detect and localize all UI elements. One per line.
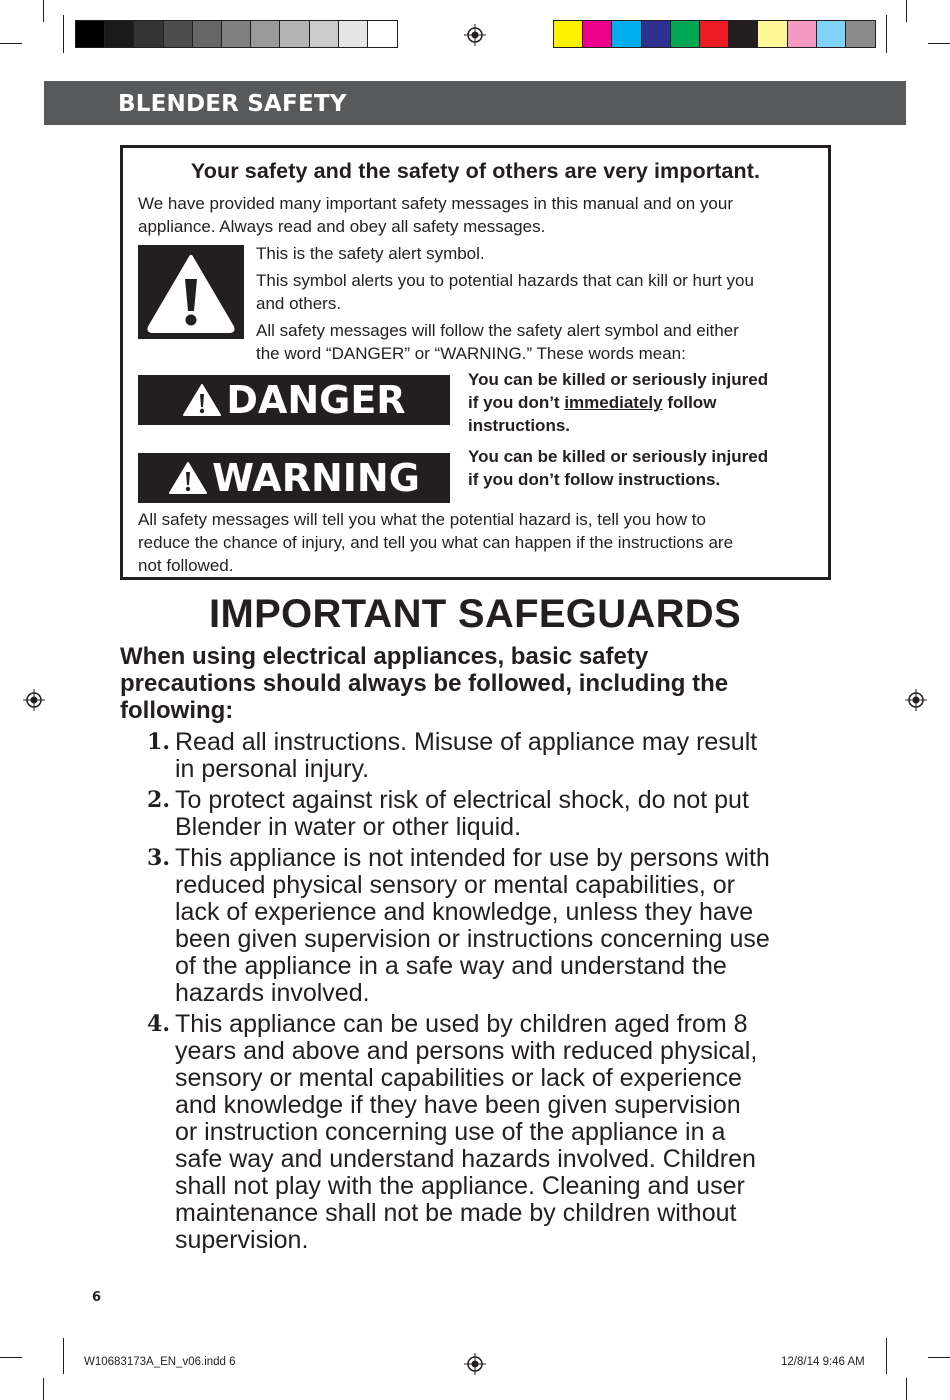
text-line: been given supervision or instructions concerning use [175, 925, 770, 953]
safety-intro [138, 192, 733, 238]
color-swatch [612, 21, 641, 47]
color-swatch [134, 21, 163, 47]
color-swatch [280, 21, 309, 47]
text-line: All safety messages will tell you what the potential hazard is, tell you how to [138, 510, 706, 529]
color-swatch [554, 21, 583, 47]
page-number: 6 [92, 1290, 102, 1305]
crop-mark [928, 43, 950, 44]
safeguard-text [175, 1011, 835, 1254]
text-line: reduced physical sensory or mental capabilities, or [175, 871, 735, 899]
warning-label: WARNING [212, 456, 420, 500]
color-swatch [758, 21, 787, 47]
text-line: All safety messages will follow the safety alert symbol and either [256, 321, 739, 340]
text-line: This appliance is not intended for use by persons with [175, 844, 770, 872]
danger-description [468, 368, 768, 437]
color-swatch [368, 21, 397, 47]
color-swatch [700, 21, 729, 47]
text-line: or instruction concerning use of the appliance in a [175, 1118, 726, 1146]
slug-divider [63, 1338, 64, 1374]
swatch-divider [63, 15, 64, 53]
swatch-divider [886, 15, 887, 53]
text-line: instructions. [468, 416, 571, 435]
section-title: BLENDER SAFETY [118, 91, 347, 117]
color-swatch [105, 21, 134, 47]
color-swatch [193, 21, 222, 47]
color-swatch [817, 21, 846, 47]
text-fragment: follow [662, 393, 717, 412]
safety-closing [138, 508, 733, 577]
text-line: not followed. [138, 556, 234, 575]
text-line: the word “DANGER” or “WARNING.” These words mean: [256, 344, 686, 363]
grayscale-color-bar [75, 20, 398, 48]
text-line: sensory or mental capabilities or lack of experience [175, 1064, 742, 1092]
crop-mark [906, 0, 907, 22]
safety-message-box [120, 145, 831, 580]
text-line: You can be killed or seriously injured [468, 370, 769, 389]
text-line: if you don’t follow instructions. [468, 470, 721, 489]
safeguard-text [175, 729, 835, 783]
text-line: appliance. Always read and obey all safety messages. [138, 217, 546, 236]
crop-mark [43, 0, 44, 22]
text-line: safe way and understand hazards involved. Children [175, 1145, 756, 1173]
safeguards-intro [120, 643, 820, 724]
safeguards-title: IMPORTANT SAFEGUARDS [209, 592, 741, 636]
text-line: To protect against risk of electrical shock, do not put [175, 786, 749, 814]
text-line [468, 391, 768, 414]
warning-signal-word [138, 453, 450, 503]
color-swatch [164, 21, 193, 47]
safeguard-item [120, 1011, 840, 1254]
crop-mark [43, 1378, 44, 1400]
safeguards-list [120, 729, 840, 1258]
crop-mark [0, 43, 22, 44]
safeguard-number: 2. [147, 787, 170, 813]
color-swatch [222, 21, 251, 47]
color-swatch [671, 21, 700, 47]
color-swatch [583, 21, 612, 47]
text-line: reduce the chance of injury, and tell you what can happen if the instructions are [138, 533, 734, 552]
text-line: This is the safety alert symbol. [256, 244, 485, 263]
color-swatch [339, 21, 368, 47]
process-color-bar [553, 20, 876, 48]
safeguard-text [175, 845, 835, 1007]
slug-file-info: W10683173A_EN_v06.indd 6 [84, 1356, 236, 1368]
color-swatch [788, 21, 817, 47]
safeguard-number: 3. [147, 845, 170, 871]
registration-mark-icon [23, 689, 45, 711]
text-line: lack of experience and knowledge, unless they have [175, 898, 754, 926]
text-line: We have provided many important safety messages in this manual and on your [138, 194, 733, 213]
emphasis-immediately: immediately [564, 393, 663, 412]
warning-description [468, 445, 768, 491]
text-line: When using electrical appliances, basic safety [120, 643, 649, 670]
text-fragment: if you don’t [468, 393, 565, 412]
text-line: in personal injury. [175, 755, 370, 783]
text-line: You can be killed or seriously injured [468, 447, 769, 466]
text-line: and others. [256, 294, 342, 313]
danger-signal-word [138, 375, 450, 425]
color-swatch [310, 21, 339, 47]
color-swatch [729, 21, 758, 47]
crop-mark [0, 1357, 22, 1358]
registration-mark-icon [464, 1353, 486, 1375]
color-swatch [76, 21, 105, 47]
safety-alert-symbol-icon [138, 245, 244, 339]
crop-mark [928, 1357, 950, 1358]
slug-divider [886, 1338, 887, 1374]
danger-label: DANGER [226, 378, 406, 422]
slug-date-info: 12/8/14 9:46 AM [781, 1356, 865, 1368]
registration-mark-icon [905, 689, 927, 711]
section-header-band [44, 81, 906, 125]
safety-symbol-explanation [256, 242, 754, 365]
text-line: following: [120, 697, 234, 724]
text-line: years and above and persons with reduced physical, [175, 1037, 758, 1065]
safeguard-number: 4. [147, 1011, 170, 1037]
crop-mark [906, 1378, 907, 1400]
text-line: supervision. [175, 1226, 309, 1254]
text-line: precautions should always be followed, including the [120, 670, 729, 697]
safeguard-item [120, 845, 840, 1007]
color-swatch [251, 21, 280, 47]
text-line: hazards involved. [175, 979, 370, 1007]
color-swatch [846, 21, 875, 47]
warning-triangle-icon [182, 382, 222, 418]
safeguard-item [120, 729, 840, 783]
text-line: This appliance can be used by children aged from 8 [175, 1010, 748, 1038]
warning-triangle-icon [168, 460, 208, 496]
safeguard-number: 1. [147, 729, 170, 755]
color-swatch [642, 21, 671, 47]
safeguard-item [120, 787, 840, 841]
safety-box-title: Your safety and the safety of others are very important. [190, 159, 761, 183]
text-line: This symbol alerts you to potential hazards that can kill or hurt you [256, 271, 754, 290]
text-line: of the appliance in a safe way and understand the [175, 952, 727, 980]
text-line: Read all instructions. Misuse of appliance may result [175, 728, 758, 756]
safeguard-text [175, 787, 835, 841]
registration-mark-icon [464, 24, 486, 46]
text-line: and knowledge if they have been given supervision [175, 1091, 741, 1119]
text-line: shall not play with the appliance. Cleaning and user [175, 1172, 745, 1200]
text-line: maintenance shall not be made by children without [175, 1199, 737, 1227]
text-line: Blender in water or other liquid. [175, 813, 522, 841]
